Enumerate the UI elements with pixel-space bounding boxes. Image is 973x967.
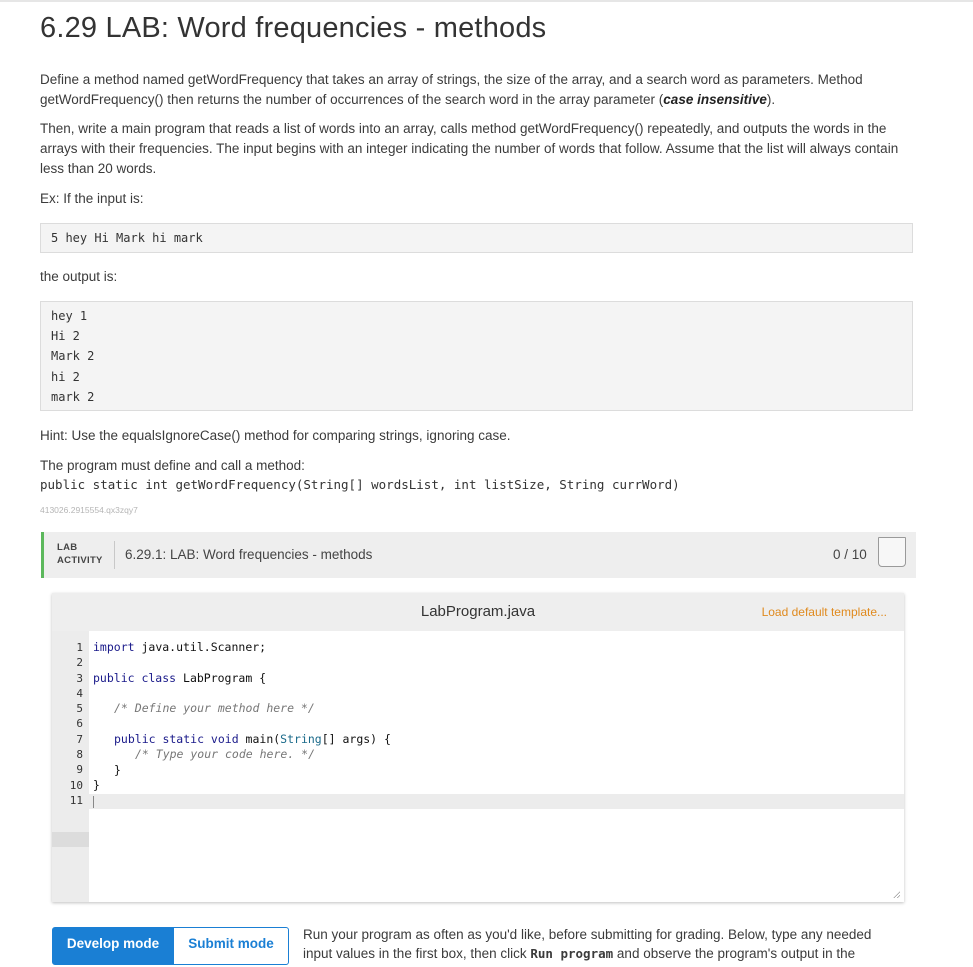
lab-activity-header	[41, 532, 916, 578]
code-line-3	[93, 671, 266, 685]
code-comment: /* Define your method here */	[114, 701, 315, 715]
code-token: java.util.Scanner;	[134, 640, 267, 654]
code-line-8	[135, 747, 315, 761]
example-input-box	[40, 223, 913, 253]
line-number: 4	[76, 687, 83, 700]
description-paragraph-2: Then, write a main program that reads a list of words into an array, calls method getWordFrequency() repeatedly, and outputs the words in the arrays with their frequencies. The input begins with an integer indicating the number of words that follow. Assume that the list will always contain less than 20 words.	[40, 121, 899, 176]
lab-tag-line-2: ACTIVITY	[57, 555, 103, 566]
example-output-box	[40, 301, 913, 411]
line-number: 2	[76, 656, 83, 669]
example-input-label: Ex: If the input is:	[40, 191, 144, 206]
code-token: public class	[93, 671, 177, 685]
line-number: 1	[76, 641, 83, 654]
code-editor	[52, 593, 904, 902]
editor-header	[52, 593, 904, 631]
completion-badge-icon	[878, 537, 906, 567]
code-token: String	[280, 732, 322, 746]
run-instructions	[303, 925, 903, 963]
description-paragraph-1	[40, 70, 912, 110]
run-program-reference: Run program	[530, 946, 614, 961]
line-number: 6	[76, 717, 83, 730]
code-line-5	[114, 701, 315, 715]
output-line: Hi 2	[51, 329, 80, 343]
description-text-a: Define a method named getWordFrequency that takes an array of strings, the size of the array, and a search word as parameters. Method getWordFrequency() then returns the number of occurrences of the search word in the array parameter (	[40, 72, 863, 107]
line-number: 11	[69, 794, 83, 807]
line-number: 3	[76, 672, 83, 685]
output-line: mark 2	[51, 390, 95, 404]
code-line-7	[114, 732, 391, 746]
method-signature: public static int getWordFrequency(String[] wordsList, int listSize, String currWord)	[40, 477, 680, 492]
develop-mode-button[interactable]: Develop mode	[52, 927, 174, 965]
code-token: main(	[238, 732, 281, 746]
line-number: 5	[76, 702, 83, 715]
top-divider	[0, 0, 973, 2]
hint-text: Hint: Use the equalsIgnoreCase() method for comparing strings, ignoring case.	[40, 428, 511, 443]
line-number-gutter	[52, 631, 89, 902]
output-line: hey 1	[51, 309, 88, 323]
code-line-1	[93, 640, 266, 654]
case-insensitive-emphasis: case insensitive	[663, 92, 767, 107]
code-token: import	[93, 640, 135, 654]
active-line-highlight	[89, 794, 904, 809]
example-output-label: the output is:	[40, 269, 118, 284]
line-number: 9	[76, 763, 83, 776]
output-line: hi 2	[51, 370, 80, 384]
must-define-text: The program must define and call a method:	[40, 458, 305, 473]
output-line: Mark 2	[51, 349, 95, 363]
run-text-c: and observe the program's output in the	[613, 946, 856, 961]
text-cursor	[93, 796, 94, 808]
lab-tag-line-1: LAB	[57, 542, 78, 553]
code-token: [] args) {	[321, 732, 391, 746]
editor-file-name: LabProgram.java	[420, 603, 536, 620]
code-token: LabProgram {	[176, 671, 267, 685]
code-token: public static void	[114, 732, 239, 746]
load-default-template-link[interactable]: Load default template...	[761, 605, 887, 619]
line-number: 8	[76, 748, 83, 761]
submit-mode-button[interactable]: Submit mode	[173, 927, 289, 965]
example-input-text: 5 hey Hi Mark hi mark	[51, 231, 203, 245]
lab-activity-title: 6.29.1: LAB: Word frequencies - methods	[125, 547, 373, 562]
code-comment: /* Type your code here. */	[135, 747, 316, 761]
resize-grip-icon[interactable]	[893, 891, 900, 898]
line-number: 7	[76, 733, 83, 746]
gutter-active-line	[52, 832, 89, 847]
lab-header-divider	[114, 541, 115, 569]
activity-id: 413026.2915554.qx3zqy7	[40, 505, 138, 515]
lab-activity-tag	[57, 541, 103, 567]
code-line-10: }	[93, 778, 100, 792]
run-text-a: Run your program as often as you'd like, before submitting for grading. Below, type any needed input values in the first box, then click	[303, 927, 872, 961]
page-title: 6.29 LAB: Word frequencies - methods	[40, 12, 547, 44]
line-number: 10	[69, 779, 83, 792]
lab-score: 0 / 10	[833, 547, 867, 562]
description-text-b: ).	[766, 92, 776, 107]
code-line-9: }	[114, 763, 121, 777]
